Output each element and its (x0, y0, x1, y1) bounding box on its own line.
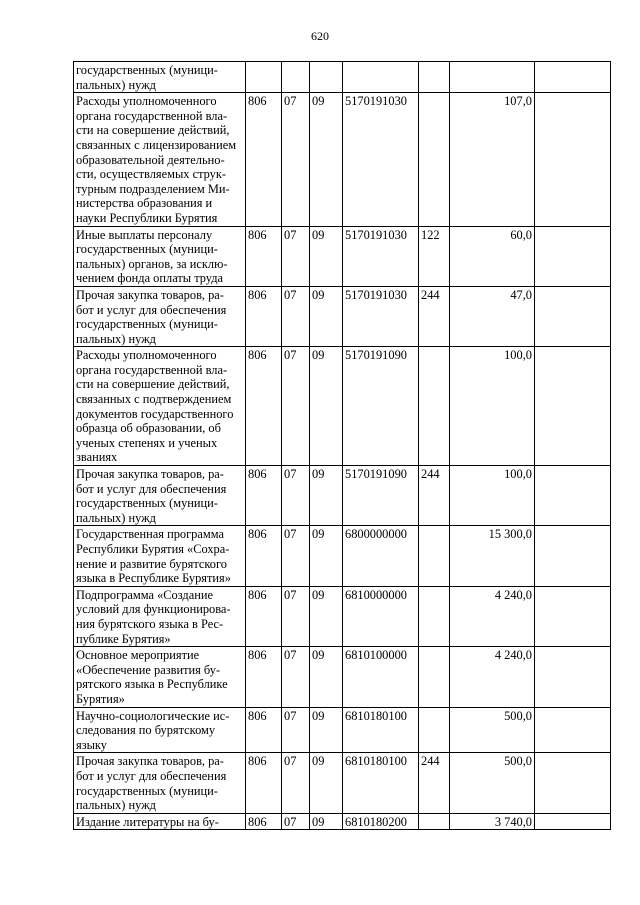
amount-cell: 47,0 (450, 286, 535, 346)
expense-name-cell (74, 466, 246, 526)
subsection-cell: 09 (310, 707, 343, 753)
admin-code-cell: 806 (246, 466, 282, 526)
subsection-cell: 09 (310, 586, 343, 646)
expense-name-line: Иные выплаты персоналу (76, 227, 213, 242)
expense-name-cell (74, 813, 246, 830)
expense-name-line: нистерства образования и (76, 196, 213, 211)
page-number: 620 (311, 29, 329, 43)
expense-name-line: Расходы уполномоченного (76, 348, 217, 363)
expense-name-line: пальных) органов, за исклю- (76, 256, 228, 271)
subsection-cell: 09 (310, 226, 343, 286)
table-row (74, 226, 611, 286)
empty-cell (535, 526, 611, 586)
table-row (74, 526, 611, 586)
expense-name-line: званиях (76, 450, 118, 465)
expense-name-line: бот и услуг для обеспечения (76, 768, 227, 783)
expense-name-line: органа государственной вла- (76, 108, 228, 123)
expense-name-line: сти, осуществляемых струк- (76, 167, 227, 182)
expense-name-line: документов государственного (76, 406, 234, 421)
admin-code-cell: 806 (246, 347, 282, 466)
expense-name-line: пальных) нужд (76, 77, 156, 92)
expense-name-cell (74, 586, 246, 646)
expense-type-cell (419, 707, 450, 753)
empty-cell (535, 62, 611, 93)
amount-cell: 4 240,0 (450, 586, 535, 646)
empty-cell (535, 226, 611, 286)
expense-name-line: ученых степенях и ученых (76, 435, 218, 450)
expense-name-line: Бурятия» (76, 691, 125, 706)
target-article-cell: 5170191030 (343, 93, 419, 226)
empty-cell (535, 286, 611, 346)
expense-name-line: Государственная программа (76, 527, 224, 542)
target-article-cell: 6810100000 (343, 647, 419, 707)
expense-type-cell: 244 (419, 466, 450, 526)
section-cell: 07 (282, 466, 310, 526)
section-cell: 07 (282, 226, 310, 286)
empty-cell (535, 813, 611, 830)
section-cell: 07 (282, 647, 310, 707)
admin-code-cell: 806 (246, 93, 282, 226)
expense-name-line: публике Бурятия» (76, 631, 171, 646)
section-cell: 07 (282, 707, 310, 753)
table-row (74, 647, 611, 707)
amount-cell: 500,0 (450, 707, 535, 753)
empty-cell (535, 647, 611, 707)
empty-cell (535, 347, 611, 466)
expense-name-line: образовательной деятельно- (76, 152, 225, 167)
expense-name-line: связанных с лицензированием (76, 137, 237, 152)
expense-name-line: связанных с подтверждением (76, 392, 232, 407)
expense-name-line: Расходы уполномоченного (76, 94, 217, 109)
expense-type-cell: 244 (419, 753, 450, 813)
budget-table (73, 61, 611, 830)
expense-name-line: Подпрограмма «Создание (76, 587, 213, 602)
table-body (74, 62, 611, 830)
admin-code-cell: 806 (246, 286, 282, 346)
expense-name-line: науки Республики Бурятия (76, 210, 218, 225)
target-article-cell (343, 62, 419, 93)
empty-cell (535, 466, 611, 526)
target-article-cell: 6810000000 (343, 586, 419, 646)
expense-name-line: образца об образовании, об (76, 421, 221, 436)
expense-name-line: нение и развитие бурятского (76, 556, 227, 571)
expense-type-cell: 244 (419, 286, 450, 346)
expense-name-line: следования по бурятскому (76, 723, 216, 738)
expense-name-cell (74, 753, 246, 813)
expense-type-cell (419, 526, 450, 586)
table-row (74, 93, 611, 226)
expense-type-cell (419, 347, 450, 466)
empty-cell (535, 753, 611, 813)
amount-cell: 60,0 (450, 226, 535, 286)
table-row (74, 753, 611, 813)
section-cell: 07 (282, 347, 310, 466)
subsection-cell: 09 (310, 93, 343, 226)
expense-name-line: пальных) нужд (76, 331, 156, 346)
table-row (74, 813, 611, 830)
expense-name-line: Прочая закупка товаров, ра- (76, 467, 224, 482)
expense-name-line: чением фонда оплаты труда (76, 271, 224, 286)
expense-name-line: государственных (муници- (76, 783, 218, 798)
expense-type-cell (419, 647, 450, 707)
admin-code-cell: 806 (246, 647, 282, 707)
expense-name-line: Прочая закупка товаров, ра- (76, 287, 224, 302)
expense-type-cell: 122 (419, 226, 450, 286)
empty-cell (535, 707, 611, 753)
subsection-cell (310, 62, 343, 93)
expense-name-line: Научно-социологические ис- (76, 708, 230, 723)
expense-name-line: Прочая закупка товаров, ра- (76, 754, 224, 769)
expense-name-line: государственных (муници- (76, 242, 218, 257)
subsection-cell: 09 (310, 526, 343, 586)
expense-name-line: языка в Республике Бурятия» (76, 571, 231, 586)
target-article-cell: 6810180200 (343, 813, 419, 830)
expense-name-line: турным подразделением Ми- (76, 181, 230, 196)
expense-name-line: Республики Бурятия «Сохра- (76, 542, 230, 556)
target-article-cell: 6810180100 (343, 753, 419, 813)
expense-name-line: «Обеспечение развития бу- (76, 662, 221, 677)
admin-code-cell: 806 (246, 226, 282, 286)
expense-name-line: государственных (муници- (76, 317, 218, 332)
amount-cell (450, 62, 535, 93)
expense-name-line: сти на совершение действий, (76, 377, 230, 392)
amount-cell: 100,0 (450, 466, 535, 526)
amount-cell: 107,0 (450, 93, 535, 226)
table-row (74, 62, 611, 93)
expense-name-line: пальных) нужд (76, 798, 156, 813)
section-cell: 07 (282, 753, 310, 813)
section-cell (282, 62, 310, 93)
section-cell: 07 (282, 526, 310, 586)
expense-name-line: бот и услуг для обеспечения (76, 302, 227, 317)
admin-code-cell: 806 (246, 526, 282, 586)
subsection-cell: 09 (310, 647, 343, 707)
empty-cell (535, 93, 611, 226)
target-article-cell: 6810180100 (343, 707, 419, 753)
expense-name-line: органа государственной вла- (76, 362, 228, 377)
amount-cell: 3 740,0 (450, 813, 535, 830)
subsection-cell: 09 (310, 466, 343, 526)
table-row (74, 286, 611, 346)
expense-name-line: сти на совершение действий, (76, 123, 230, 138)
section-cell: 07 (282, 286, 310, 346)
amount-cell: 500,0 (450, 753, 535, 813)
expense-type-cell (419, 586, 450, 646)
expense-name-cell (74, 93, 246, 226)
expense-name-line: государственных (муници- (76, 496, 218, 511)
target-article-cell: 5170191090 (343, 347, 419, 466)
table-row (74, 466, 611, 526)
expense-name-cell (74, 647, 246, 707)
amount-cell: 15 300,0 (450, 526, 535, 586)
target-article-cell: 5170191030 (343, 286, 419, 346)
expense-name-cell (74, 286, 246, 346)
section-cell: 07 (282, 586, 310, 646)
expense-type-cell (419, 93, 450, 226)
expense-name-line: рятского языка в Республике (76, 677, 228, 692)
expense-type-cell (419, 62, 450, 93)
table-row (74, 707, 611, 753)
subsection-cell: 09 (310, 347, 343, 466)
expense-name-cell (74, 226, 246, 286)
expense-name-cell (74, 62, 246, 93)
admin-code-cell: 806 (246, 586, 282, 646)
subsection-cell: 09 (310, 813, 343, 830)
section-cell: 07 (282, 93, 310, 226)
expense-name-line: ния бурятского языка в Рес- (76, 616, 224, 631)
table-row (74, 347, 611, 466)
expense-name-line: пальных) нужд (76, 510, 156, 525)
target-article-cell: 6800000000 (343, 526, 419, 586)
expense-name-line: условий для функционирова- (76, 602, 231, 617)
admin-code-cell (246, 62, 282, 93)
expense-name-cell (74, 347, 246, 466)
table-row (74, 586, 611, 646)
admin-code-cell: 806 (246, 813, 282, 830)
amount-cell: 100,0 (450, 347, 535, 466)
expense-name-line: языку (76, 737, 107, 752)
target-article-cell: 5170191090 (343, 466, 419, 526)
expense-name-line: бот и услуг для обеспечения (76, 481, 227, 496)
section-cell: 07 (282, 813, 310, 830)
expense-type-cell (419, 813, 450, 830)
amount-cell: 4 240,0 (450, 647, 535, 707)
admin-code-cell: 806 (246, 753, 282, 813)
subsection-cell: 09 (310, 286, 343, 346)
admin-code-cell: 806 (246, 707, 282, 753)
empty-cell (535, 586, 611, 646)
subsection-cell: 09 (310, 753, 343, 813)
expense-name-line: государственных (муници- (76, 63, 218, 77)
expense-name-line: Издание литературы на бу- (76, 814, 219, 829)
expense-name-line: Основное мероприятие (76, 648, 200, 663)
target-article-cell: 5170191030 (343, 226, 419, 286)
expense-name-cell (74, 707, 246, 753)
expense-name-cell (74, 526, 246, 586)
